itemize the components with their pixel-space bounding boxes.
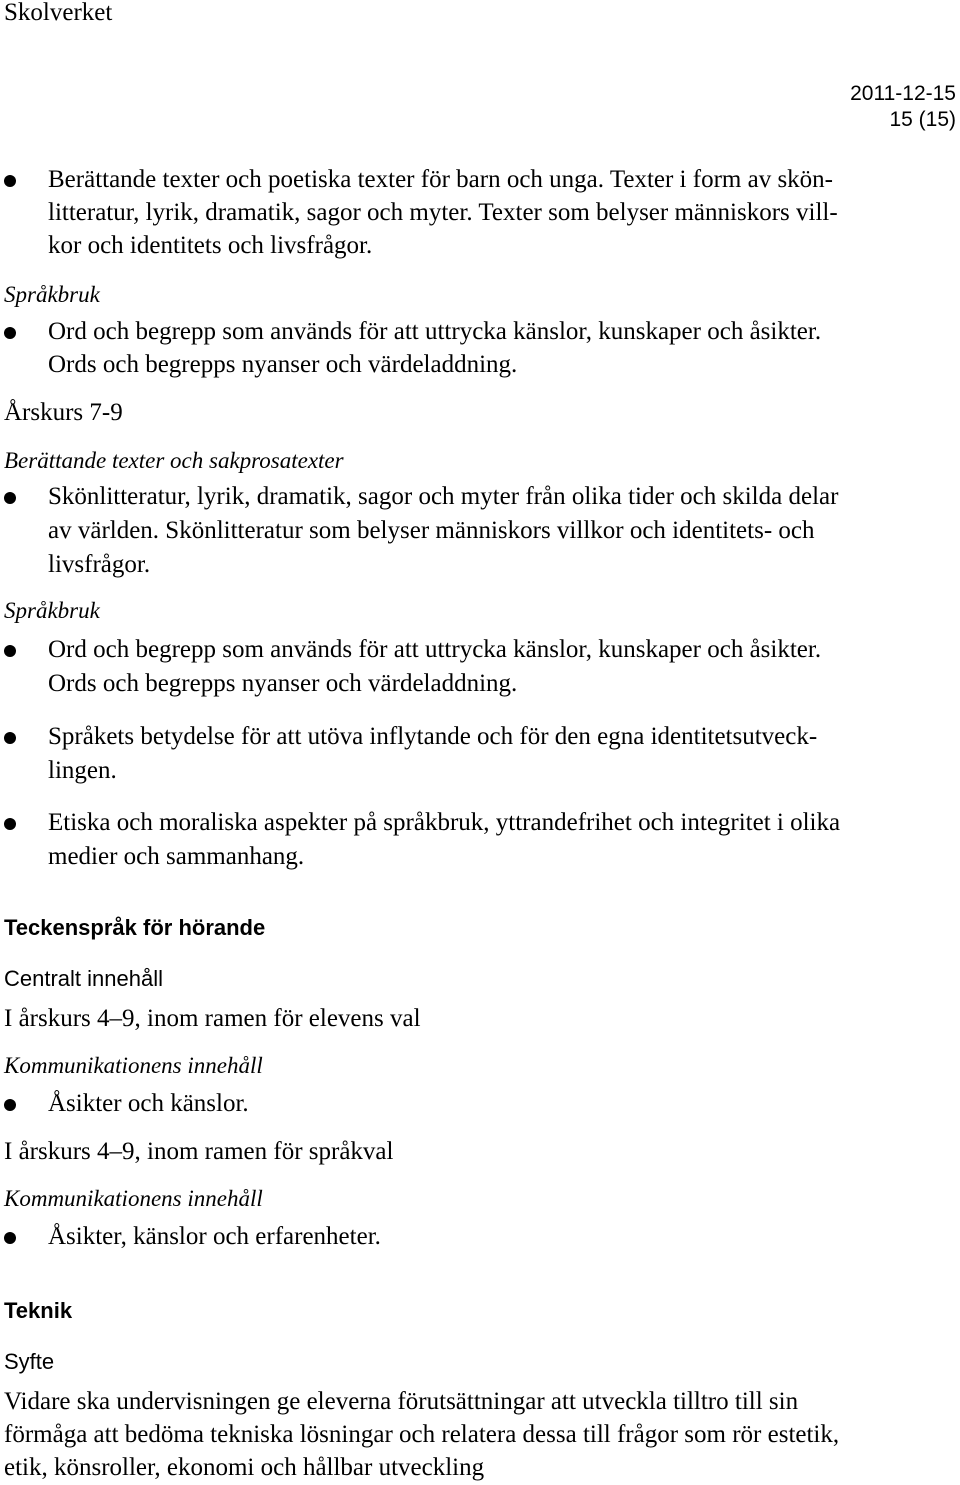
bullet-icon [4,1232,16,1244]
list-item-line: Språkets betydelse för att utöva inflytande och för den egna identitetsutveck- [48,723,818,750]
subheading-kommunikationens-innehall: Kommunikationens innehåll [4,1186,263,1211]
bullet-icon [4,492,16,504]
list-item-line: Ord och begrepp som används för att uttrycka känslor, kunskaper och åsikter. [48,318,822,345]
list-item-line: medier och sammanhang. [48,843,305,870]
list-item-line: kor och identitets och livsfrågor. [48,232,373,259]
document-date: 2011-12-15 [850,82,956,105]
bullet-icon [4,327,16,339]
bullet-icon [4,1099,16,1111]
list-item-line: Ords och begrepps nyanser och värdeladdning. [48,351,518,378]
subheading-texter: Berättande texter och sakprosatexter [4,448,344,473]
paragraph-line: Vidare ska undervisningen ge eleverna förutsättningar att utveckla tilltro till sin [4,1388,799,1415]
organization-name: Skolverket [4,0,113,26]
list-item-line: Etiska och moraliska aspekter på språkbruk, yttrandefrihet och integritet i olika [48,809,841,836]
page-number: 15 (15) [889,108,956,131]
paragraph-elevens-val: I årskurs 4–9, inom ramen för elevens val [4,1005,421,1032]
bullet-icon [4,175,16,187]
list-item-line: av världen. Skönlitteratur som belyser människors villkor och identitets- och [48,517,815,544]
list-item-line: Ord och begrepp som används för att uttrycka känslor, kunskaper och åsikter. [48,636,822,663]
subheading-sprakbruk: Språkbruk [4,282,100,307]
subheading-kommunikationens-innehall: Kommunikationens innehåll [4,1053,263,1078]
list-item-line: lingen. [48,757,117,784]
paragraph-line: etik, könsroller, ekonomi och hållbar utveckling [4,1454,485,1481]
heading-arskurs-7-9: Årskurs 7-9 [4,399,123,426]
section-heading-teknik: Teknik [4,1298,73,1323]
list-item-line: Åsikter och känslor. [48,1090,249,1117]
list-item-line: livsfrågor. [48,551,151,578]
list-item-line: litteratur, lyrik, dramatik, sagor och myter. Texter som belyser människors vill- [48,199,838,226]
list-item-line: Skönlitteratur, lyrik, dramatik, sagor och myter från olika tider och skilda delar [48,483,839,510]
list-item-line: Ords och begrepps nyanser och värdeladdning. [48,670,518,697]
subheading-centralt-innehall: Centralt innehåll [4,966,163,991]
bullet-icon [4,732,16,744]
list-item-line: Berättande texter och poetiska texter för barn och unga. Texter i form av skön- [48,166,833,193]
paragraph-sprakval: I årskurs 4–9, inom ramen för språkval [4,1138,394,1165]
list-item-line: Åsikter, känslor och erfarenheter. [48,1223,381,1250]
bullet-icon [4,645,16,657]
paragraph-line: förmåga att bedöma tekniska lösningar och relatera dessa till frågor som rör estetik, [4,1421,840,1448]
subheading-sprakbruk: Språkbruk [4,598,100,623]
section-heading-teckensprak: Teckenspråk för hörande [4,915,266,940]
bullet-icon [4,818,16,830]
subheading-syfte: Syfte [4,1349,55,1374]
